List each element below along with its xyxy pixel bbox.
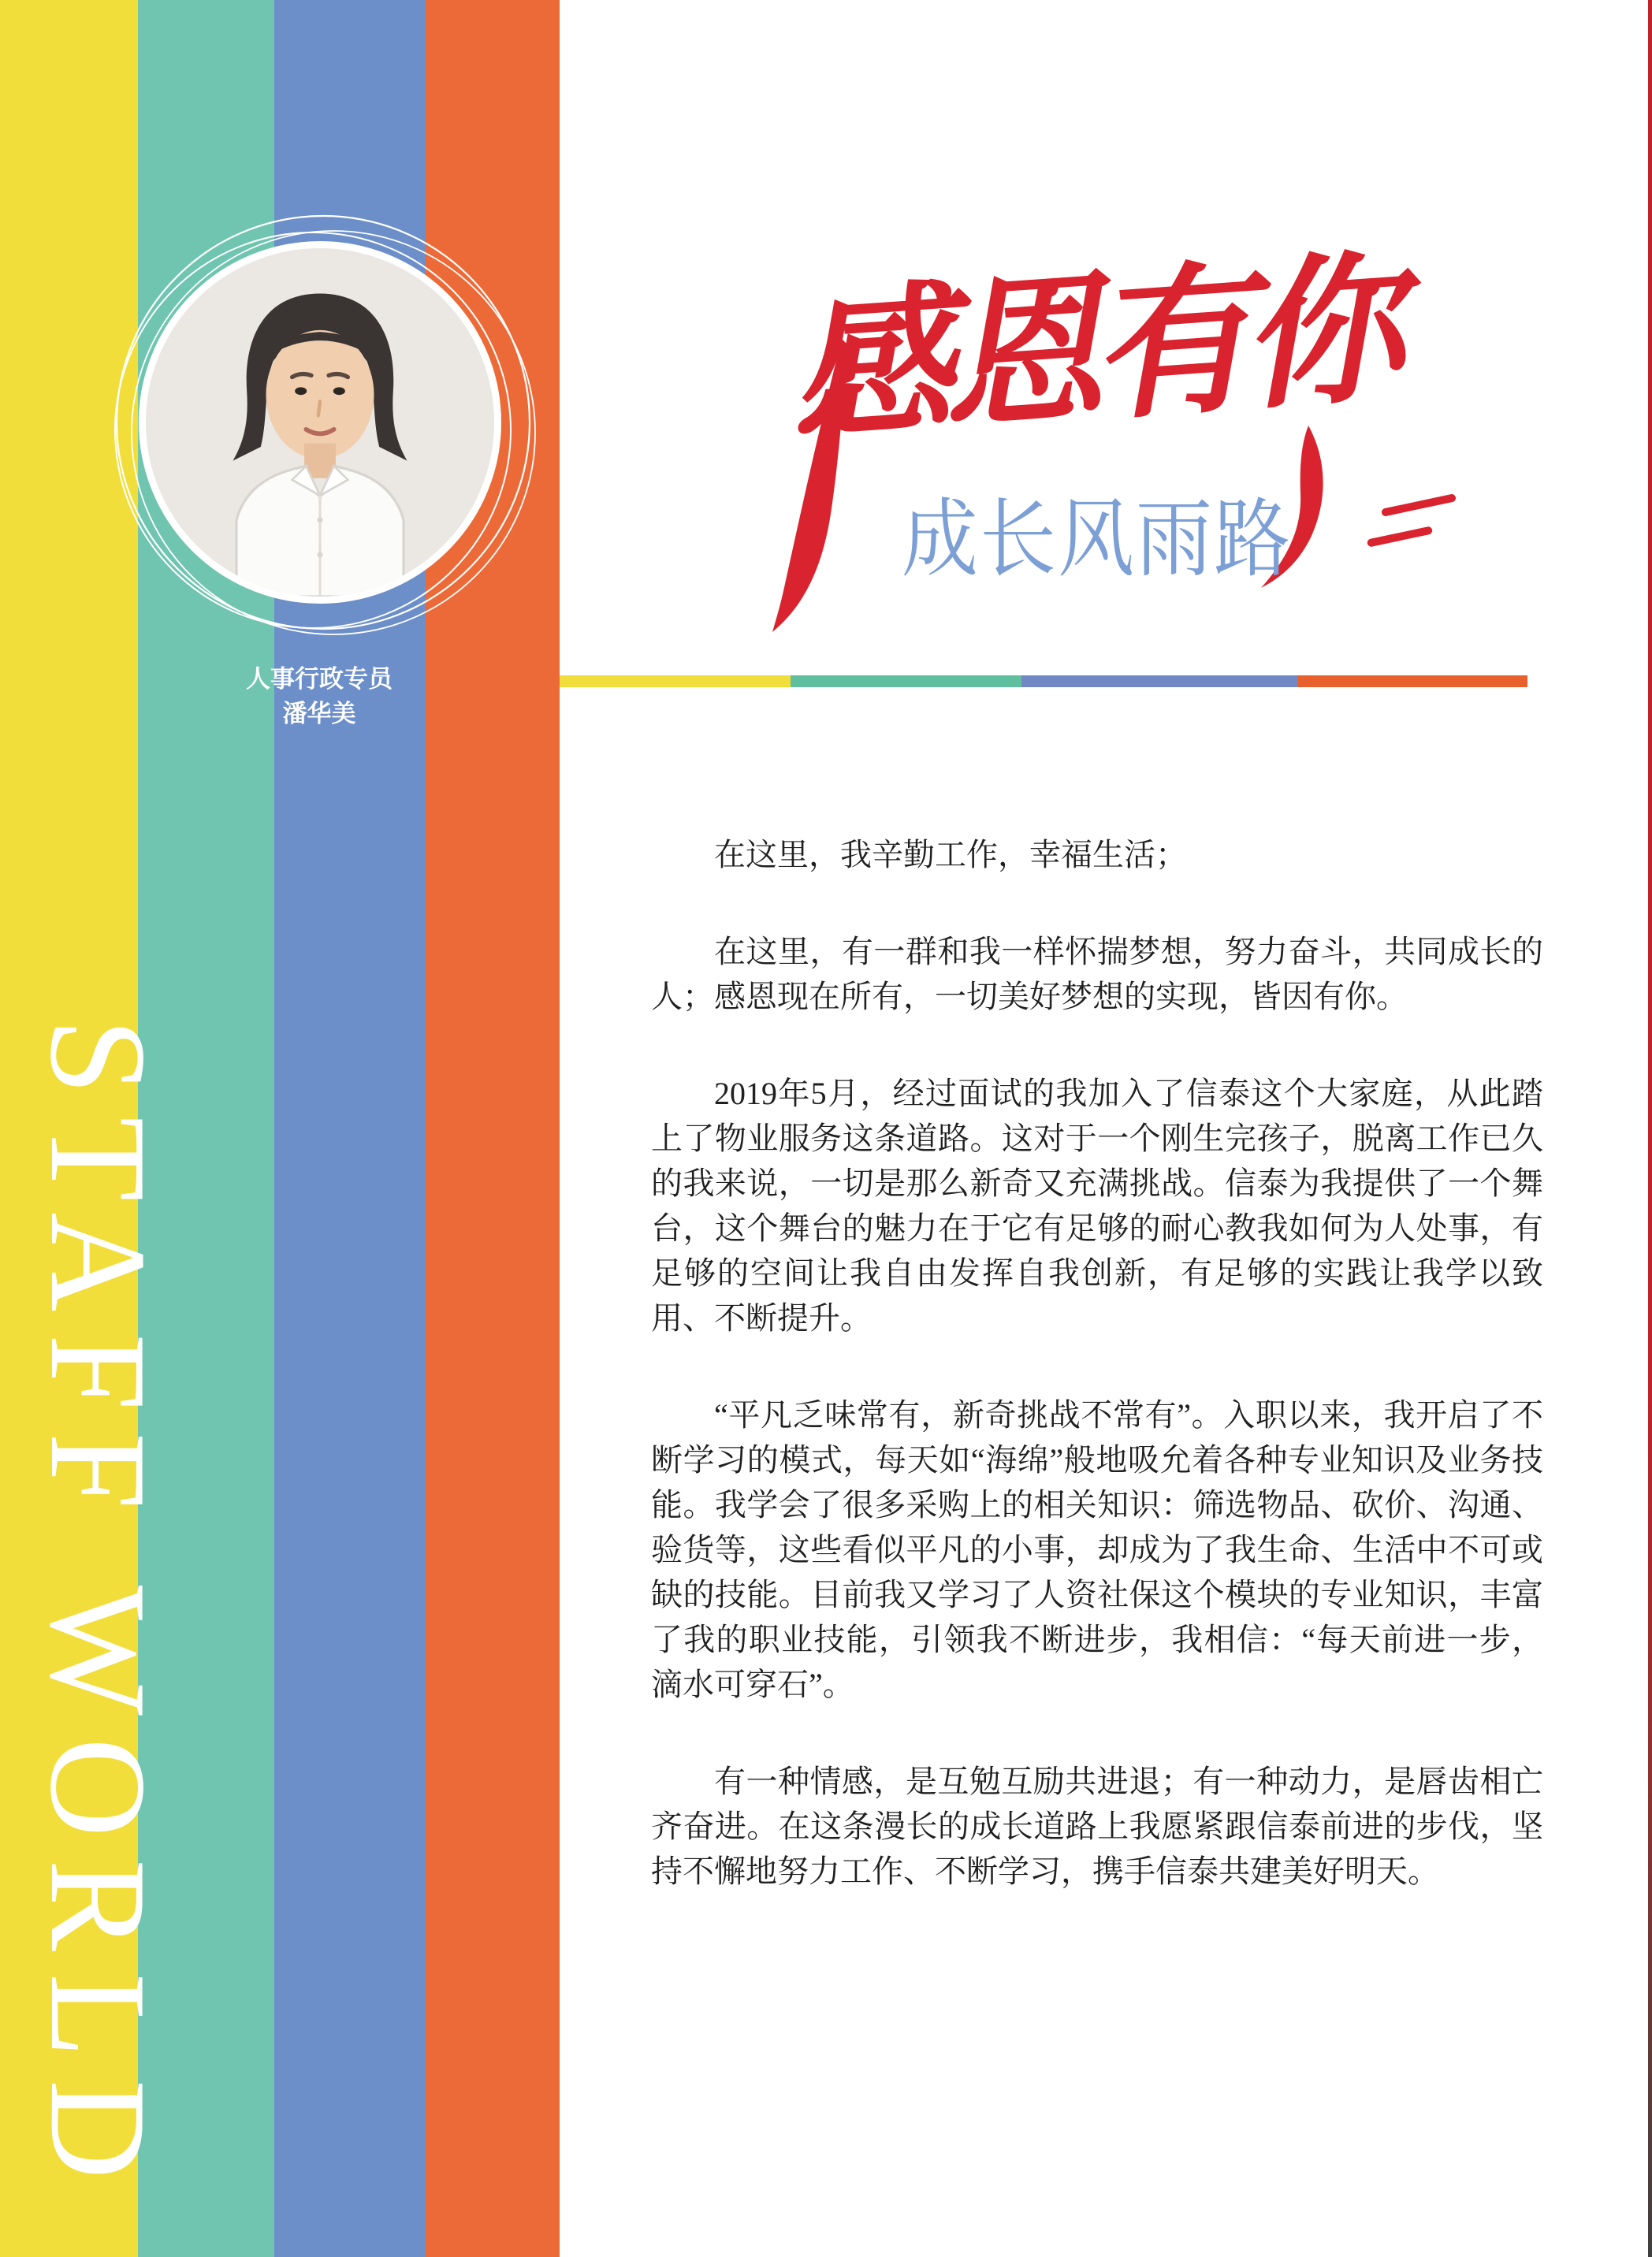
bar-segment-yellow xyxy=(560,675,791,687)
person-name: 潘华美 xyxy=(282,700,356,727)
title-subtitle: 成长风雨路 xyxy=(902,493,1292,587)
color-divider-bar xyxy=(560,675,1527,687)
article-paragraph: 2019年5月，经过面试的我加入了信泰这个大家庭，从此踏上了物业服务这条道路。这对于一个刚生完孩子，脱离工作已久的我来说，一切是那么新奇又充满挑战。信泰为我提供了一个舞台，这个舞台的魅力在于它有足够的耐心教我如何为人处事，有足够的空间让我自由发挥自我创新，有足够的实践让我学以致用、不断提升。 xyxy=(651,1076,1543,1336)
bar-segment-orange xyxy=(1297,675,1527,687)
article-paragraph: 在这里，有一群和我一样怀揣梦想，努力奋斗，共同成长的人；感恩现在所有，一切美好梦想的实现，皆因有你。 xyxy=(651,934,1543,1014)
portrait-illustration xyxy=(146,248,494,597)
article-paragraph: 有一种情感，是互勉互励共进退；有一种动力，是唇齿相亡齐奋进。在这条漫长的成长道路上我愿紧跟信泰前进的步伐，坚持不懈地努力工作、不断学习，携手信泰共建美好明天。 xyxy=(651,1764,1543,1889)
title-calligraphy: 感恩有你 xyxy=(783,240,1397,462)
article-body xyxy=(651,832,1543,1946)
bar-segment-teal xyxy=(791,675,1021,687)
person-role: 人事行政专员 xyxy=(246,665,393,693)
article-paragraph: 在这里，我辛勤工作，幸福生活； xyxy=(714,837,1187,872)
bar-segment-blue xyxy=(1021,675,1297,687)
page-edge-line xyxy=(1648,0,1652,2257)
accent-dash-top xyxy=(1381,493,1457,517)
portrait-photo xyxy=(139,241,501,604)
article-paragraph: “平凡乏味常有，新奇挑战不常有”。入职以来，我开启了不断学习的模式，每天如“海绵”般地吸允着各种专业知识及业务技能。我学会了很多采购上的相关知识：筛选物品、砍价、沟通、验货等，这些看似平凡的小事，却成为了我生命、生活中不可或缺的技能。目前我又学习了人资社保这个模块的专业知识，丰富了我的职业技能，引领我不断进步，我相信：“每天前进一步，滴水可穿石”。 xyxy=(651,1397,1543,1702)
vertical-page-title: STAFF WORLD xyxy=(22,1018,175,2202)
accent-dash-bottom xyxy=(1367,526,1433,547)
person-label xyxy=(201,662,437,731)
